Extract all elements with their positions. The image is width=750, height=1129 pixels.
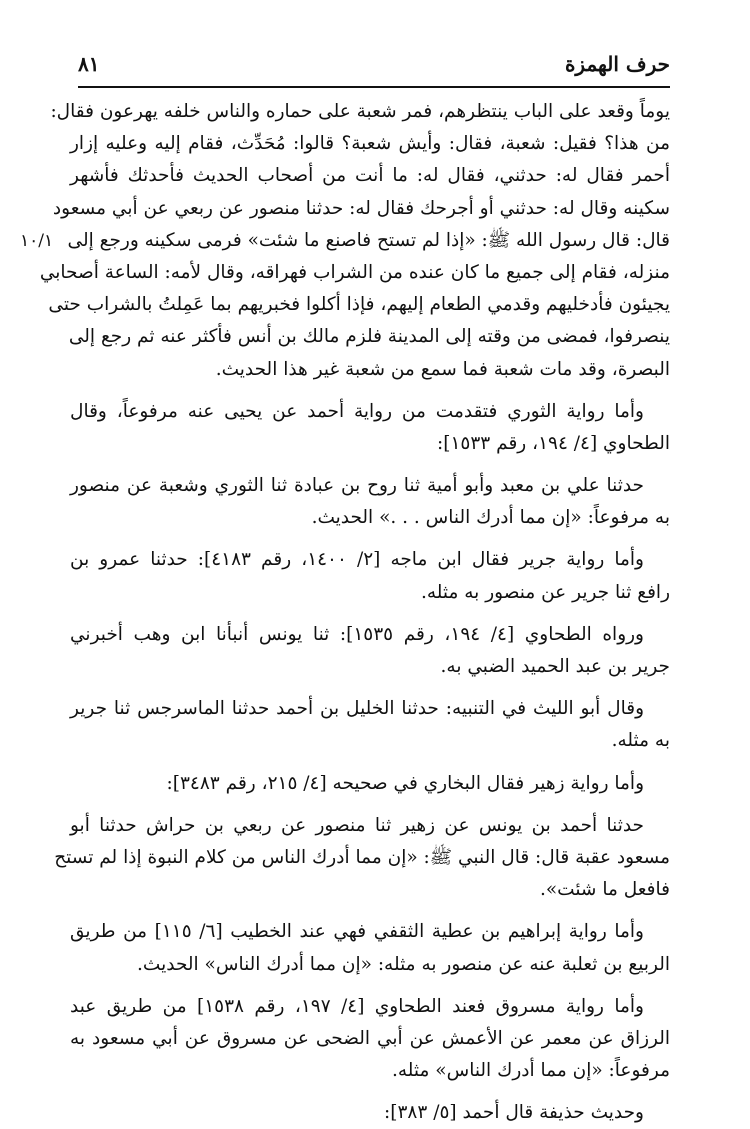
paragraph-gap — [70, 609, 670, 619]
text-line: يجيئون فأدخليهم وقدمي الطعام إليهم، فإذا أكلوا فخبريهم بما عَمِلتُ بالشراب حتى — [48, 294, 670, 316]
text-line: الرزاق عن معمر عن الأعمش عن أبي الضحى عن مسروق عن أبي مسعود به — [70, 1027, 670, 1049]
paragraph-gap — [70, 758, 670, 768]
text-line: ينصرفوا، فمضى من وقته إلى المدينة فلزم مالك بن أنس فأكثر عنه ثم رجع إلى — [68, 326, 670, 348]
text-line: وحديث حذيفة قال أحمد [٥/ ٣٨٣]: — [384, 1102, 644, 1124]
text-line: مرفوعاً: «إن مما أدرك الناس» مثله. — [392, 1060, 670, 1082]
text-line-with-margin-note — [20, 225, 670, 257]
paragraph-gap — [70, 386, 670, 396]
text-line: ورواه الطحاوي [٤/ ١٩٤، رقم ١٥٣٥]: ثنا يونس أنبأنا ابن وهب أخبرني — [70, 623, 644, 645]
text-line: قال: قال رسول الله ﷺ: «إذا لم تستح فاصنع ما شئت» فرمى سكينه ورجع إلى — [67, 229, 670, 251]
paragraph-gap — [70, 683, 670, 693]
text-line: يوماً وقعد على الباب ينتظرهم، فمر شعبة على حماره والناس خلفه يهرعون فقال: — [50, 101, 670, 122]
paragraph-gap — [70, 800, 670, 810]
text-line: أحمر فقال له: حدثني، فقال له: ما أنت من أصحاب الحديث فأحدثك فأشهر — [70, 165, 670, 187]
text-line: من هذا؟ فقيل: شعبة، فقال: وأيش شعبة؟ قالوا: مُحَدِّث، فقام إليه وعليه إزار — [70, 133, 670, 155]
text-line: منزله، فقام إلى جميع ما كان عنده من الشراب فهراقه، وقال لأمه: الساعة أصحابي — [39, 261, 670, 283]
text-line: حدثنا علي بن معبد وأبو أمية ثنا روح بن عبادة ثنا الثوري وشعبة عن منصور — [70, 475, 644, 497]
text-line: الربيع بن ثعلبة عنه عن منصور به مثله: «إن مما أدرك الناس» الحديث. — [137, 953, 670, 975]
text-line: حدثنا أحمد بن يونس عن زهير ثنا منصور عن ربعي بن حراش حدثنا أبو — [70, 814, 644, 836]
paragraph-gap — [70, 981, 670, 991]
text-line: البصرة، وقد مات شعبة فما سمع من شعبة غير هذا الحديث. — [215, 358, 670, 380]
page-header — [78, 50, 670, 88]
text-line: الطحاوي [٤/ ١٩٤، رقم ١٥٣٣]: — [437, 432, 670, 454]
page-number: ٨١ — [78, 52, 100, 76]
text-line: رافع ثنا جرير عن منصور به مثله. — [420, 581, 670, 603]
text-line: مسعود عقبة قال: قال النبي ﷺ: «إن مما أدرك الناس من كلام النبوة إذا لم تستح — [54, 846, 670, 868]
text-line: به مرفوعاً: «إن مما أدرك الناس . . .» الحديث. — [311, 507, 670, 529]
text-line: سكينه وقال له: حدثني أو أجرحك فقال له: حدثنا منصور عن ربعي عن أبي مسعود — [52, 197, 670, 219]
paragraph-gap — [70, 906, 670, 916]
page-body — [20, 96, 670, 1129]
text-line: وقال أبو الليث في التنبيه: حدثنا الخليل بن أحمد حدثنا الماسرجس ثنا جرير — [70, 698, 644, 720]
text-line: وأما رواية الثوري فتقدمت من رواية أحمد عن يحيى عنه مرفوعاً، وقال — [70, 400, 644, 422]
text-line: به مثله. — [611, 730, 670, 752]
text-line: وأما رواية زهير فقال البخاري في صحيحه [٤/ ٢١٥، رقم ٣٤٨٣]: — [166, 772, 644, 794]
text-line: وأما رواية إبراهيم بن عطية الثقفي فهي عند الخطيب [٦/ ١١٥] من طريق — [70, 921, 644, 943]
text-line: وأما رواية مسروق فعند الطحاوي [٤/ ١٩٧، رقم ١٥٣٨] من طريق عبد — [70, 995, 644, 1017]
text-line: وأما رواية جرير فقال ابن ماجه [٢/ ١٤٠٠، رقم ٤١٨٣]: حدثنا عمرو بن — [70, 549, 644, 571]
margin-reference: ١٠/١ — [20, 230, 54, 251]
text-line: فافعل ما شئت». — [539, 879, 670, 901]
chapter-title: حرف الهمزة — [564, 52, 670, 76]
text-line: جرير بن عبد الحميد الضبي به. — [440, 656, 670, 677]
paragraph-gap — [70, 534, 670, 544]
paragraph-gap — [70, 460, 670, 470]
paragraph-gap — [70, 1087, 670, 1097]
